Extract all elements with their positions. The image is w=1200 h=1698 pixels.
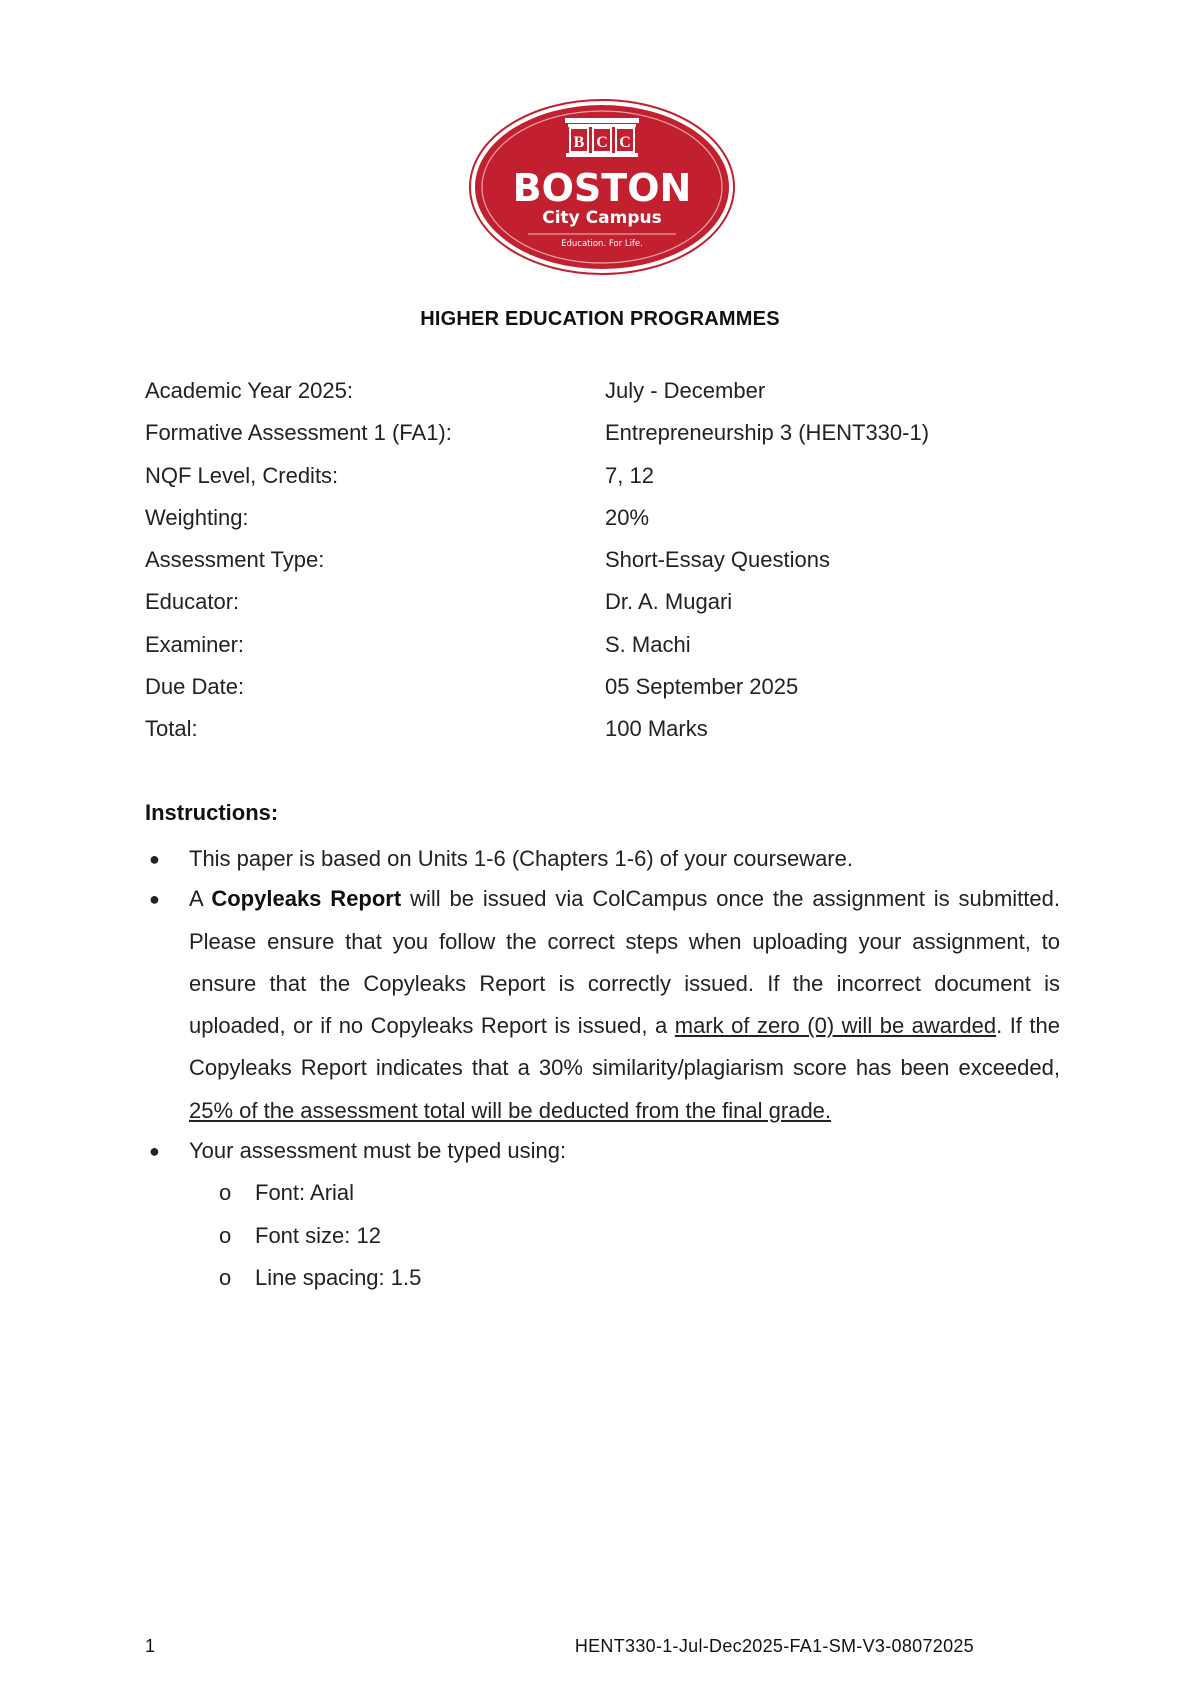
instruction-text: Your assessment must be typed using: <box>189 1138 567 1164</box>
instruction-item-copyleaks <box>145 878 1060 1132</box>
typing-requirements-list <box>189 1172 1060 1299</box>
instruction-text: will be issued via ColCampus once the assignment is submitted. Please ensure that you follow the correct steps when uploading your assignment, to ensure that the Copyleaks Report is correctly issued. If the incorrect document is uploaded, or if no Copyleaks Report is issued, a <box>189 886 1060 1039</box>
info-row <box>145 505 1065 547</box>
document-code: HENT330-1-Jul-Dec2025-FA1-SM-V3-08072025 <box>574 1636 974 1656</box>
info-row <box>145 589 1065 631</box>
instruction-text: A <box>189 886 212 912</box>
info-label: Weighting: <box>145 504 249 530</box>
deduction-warning: 25% of the assessment total will be deducted from the final grade. <box>189 1097 832 1123</box>
info-value: Short-Essay Questions <box>605 547 830 573</box>
info-label: NQF Level, Credits: <box>145 462 339 488</box>
info-row <box>145 420 1065 462</box>
info-value: 7, 12 <box>605 462 654 488</box>
typing-requirement-item <box>219 1257 1060 1299</box>
info-row <box>145 632 1065 674</box>
logo-monogram-c1: C <box>596 134 608 151</box>
info-value: Dr. A. Mugari <box>605 589 733 615</box>
info-label: Total: <box>145 716 198 742</box>
typing-requirement-text: Line spacing: 1.5 <box>255 1264 422 1290</box>
boston-city-campus-logo <box>468 98 736 276</box>
bullet-icon: ● <box>149 1141 160 1162</box>
info-row <box>145 378 1065 420</box>
bullet-icon: ● <box>149 849 160 869</box>
page-number: 1 <box>145 1636 156 1656</box>
info-value: July - December <box>605 378 766 403</box>
typing-requirement-text: Font: Arial <box>255 1180 355 1206</box>
zero-mark-warning: mark of zero (0) will be awarded <box>674 1013 997 1039</box>
info-label: Academic Year 2025: <box>145 378 353 403</box>
typing-requirement-text: Font size: 12 <box>255 1222 381 1248</box>
sub-bullet-icon: o <box>219 1180 232 1206</box>
instruction-text: . If the Copyleaks Report indicates that a 30% similarity/plagiarism score has been exceeded, <box>189 1013 1060 1081</box>
info-value: Entrepreneurship 3 (HENT330-1) <box>605 420 930 446</box>
instruction-item-units <box>145 838 1060 880</box>
instructions-section <box>145 800 1060 1299</box>
sub-bullet-icon: o <box>219 1264 232 1290</box>
instructions-list <box>145 838 1060 1299</box>
info-value: 100 Marks <box>605 716 708 742</box>
typing-requirement-item <box>219 1215 1060 1257</box>
logo-monogram-c2: C <box>619 134 631 151</box>
logo-subname: City Campus <box>542 208 662 228</box>
instructions-title: Instructions: <box>145 800 279 825</box>
info-label: Due Date: <box>145 674 245 700</box>
bullet-icon: ● <box>149 889 160 910</box>
info-row <box>145 716 1065 758</box>
info-label: Formative Assessment 1 (FA1): <box>145 420 452 446</box>
info-row <box>145 547 1065 589</box>
copyleaks-report-emphasis: Copyleaks Report <box>211 886 402 912</box>
logo-name: BOSTON <box>512 166 692 210</box>
info-label: Assessment Type: <box>145 547 325 573</box>
programme-heading: HIGHER EDUCATION PROGRAMMES <box>420 308 780 330</box>
logo-tagline: Education. For Life. <box>561 239 643 249</box>
info-row <box>145 674 1065 716</box>
instruction-item-typing <box>145 1130 1060 1299</box>
logo-monogram-b: B <box>573 134 585 151</box>
info-value: 05 September 2025 <box>605 674 799 700</box>
info-value: 20% <box>605 504 650 530</box>
info-label: Examiner: <box>145 631 245 657</box>
instruction-text: This paper is based on Units 1-6 (Chapters 1-6) of your courseware. <box>189 846 853 871</box>
info-row <box>145 463 1065 505</box>
info-label: Educator: <box>145 589 240 615</box>
assessment-info-table <box>145 378 1065 759</box>
info-value: S. Machi <box>605 631 691 657</box>
sub-bullet-icon: o <box>219 1222 232 1248</box>
typing-requirement-item <box>219 1172 1060 1214</box>
